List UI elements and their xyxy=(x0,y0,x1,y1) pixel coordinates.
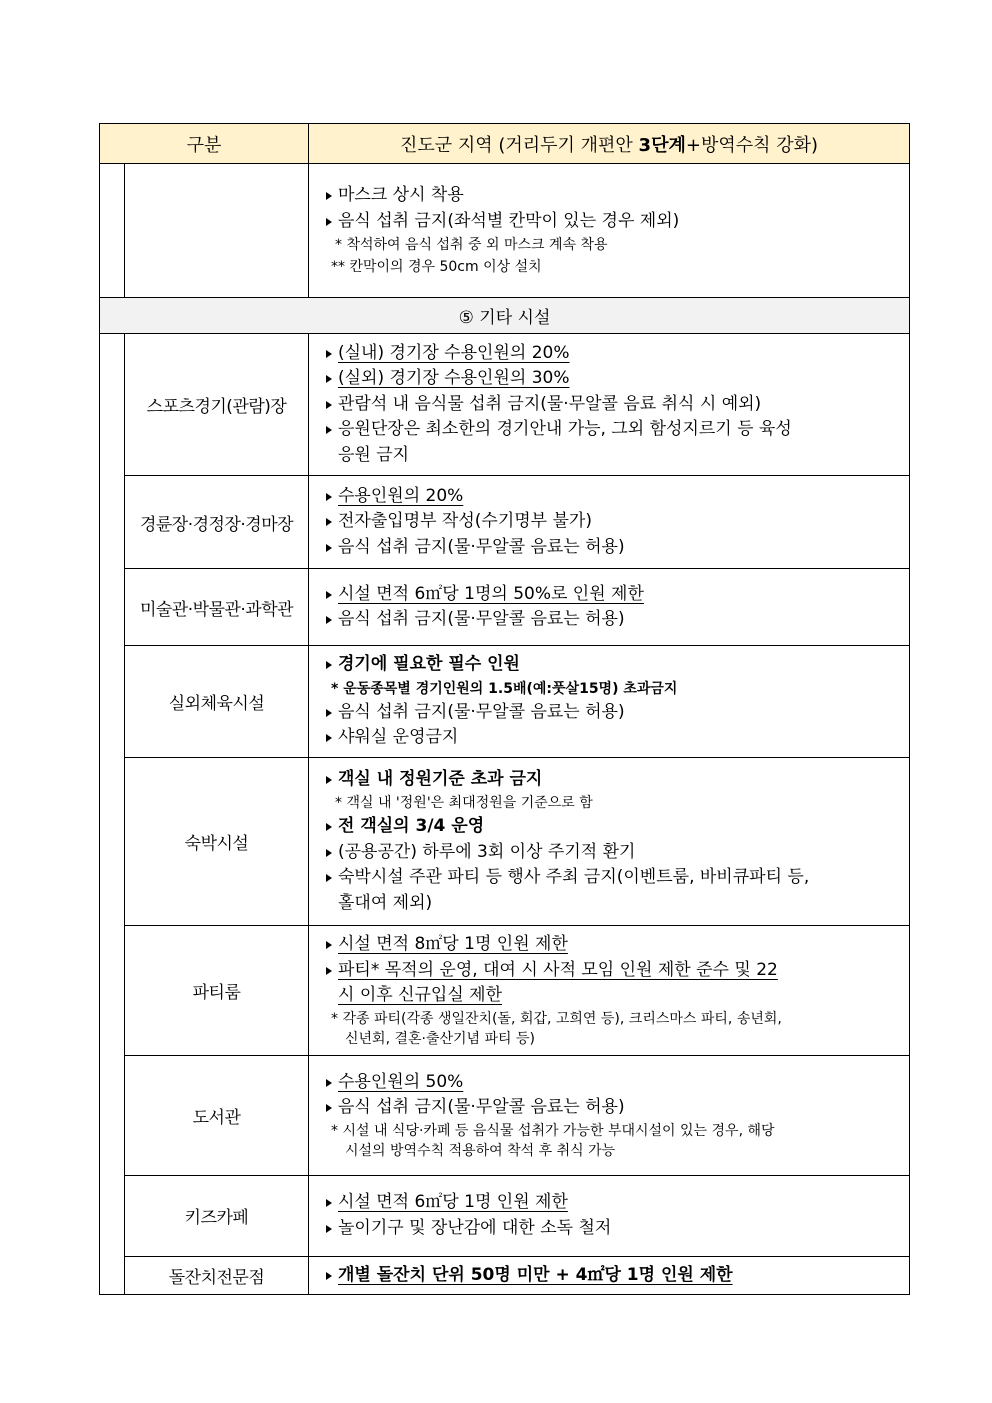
item-text: (실외) 경기장 수용인원의 30% xyxy=(338,368,570,389)
list-item: 숙박시설 주관 파티 등 행사 주최 금지(이벤트룸, 바비큐파티 등, xyxy=(325,865,901,891)
row-label-empty xyxy=(125,164,309,298)
indent-cell xyxy=(100,334,125,1295)
row-label: 스포츠경기(관람)장 xyxy=(125,334,309,476)
list-item xyxy=(325,582,901,608)
list-item xyxy=(325,1190,901,1216)
header-region-level: 3단계 xyxy=(638,134,686,156)
table-row xyxy=(100,476,910,569)
list-item-continuation: 응원 금지 xyxy=(338,444,410,465)
list-item: 음식 섭취 금지(물·무알콜 음료는 허용) xyxy=(325,1095,901,1121)
item-text: 개별 돌잔치 단위 50명 미만 + 4㎡당 1명 인원 제한 xyxy=(338,1264,733,1285)
section-row xyxy=(100,298,910,334)
header-region-prefix: 진도군 지역 (거리두기 개편안 xyxy=(399,134,639,156)
row-content xyxy=(309,334,910,476)
table-row xyxy=(100,569,910,646)
table-row xyxy=(100,1256,910,1295)
table-row xyxy=(100,758,910,926)
item-text: 시설 면적 8㎡당 1명 인원 제한 xyxy=(338,934,568,954)
row-label: 돌잔치전문점 xyxy=(125,1256,309,1295)
row-label: 숙박시설 xyxy=(125,758,309,926)
list-item: 관람석 내 음식물 섭취 금지(물·무알콜 음료 취식 시 예외) xyxy=(325,392,901,418)
table-row xyxy=(100,1055,910,1175)
list-item: 음식 섭취 금지(물·무알콜 음료는 허용) xyxy=(325,535,901,561)
table-row-mask xyxy=(100,164,910,298)
list-item xyxy=(325,1263,901,1289)
header-region xyxy=(309,124,910,164)
row-content xyxy=(309,646,910,758)
note: ** 칸막이의 경우 50cm 이상 설치 xyxy=(331,259,542,275)
row-content xyxy=(309,164,910,298)
list-item: 객실 내 정원기준 초과 금지 xyxy=(325,767,901,793)
row-label: 미술관·박물관·과학관 xyxy=(125,569,309,646)
row-label: 파티룸 xyxy=(125,926,309,1056)
row-content xyxy=(309,926,910,1056)
list-item xyxy=(325,366,901,392)
list-item: 경기에 필요한 필수 인원 xyxy=(325,652,901,678)
row-content xyxy=(309,758,910,926)
list-item: 샤워실 운영금지 xyxy=(325,725,901,751)
row-content xyxy=(309,1055,910,1175)
note: * 객실 내 '정원'은 최대정원을 기준으로 함 xyxy=(335,795,593,812)
item-text: 시 이후 신규입실 제한 xyxy=(338,985,503,1005)
list-item xyxy=(325,1070,901,1096)
row-content xyxy=(309,476,910,569)
row-label: 도서관 xyxy=(125,1055,309,1175)
item-text: 시설 면적 6㎡당 1명 인원 제한 xyxy=(338,1192,568,1212)
item-text: 시설 면적 6㎡당 1명의 50%로 인원 제한 xyxy=(338,583,644,604)
note-continuation: 시설의 방역수칙 적용하여 착석 후 취식 가능 xyxy=(345,1142,616,1159)
facility-rules-table xyxy=(99,123,910,1295)
note-continuation: 신년회, 결혼·출산기념 파티 등) xyxy=(345,1030,536,1047)
list-item xyxy=(325,958,901,984)
list-item: 음식 섭취 금지(좌석별 칸막이 있는 경우 제외) xyxy=(325,209,901,235)
item-text: 파티* 목적의 운영, 대여 시 사적 모임 인원 제한 준수 및 22 xyxy=(338,959,778,980)
note: * 착석하여 음식 섭취 중 외 마스크 계속 착용 xyxy=(335,237,608,253)
row-label: 키즈카페 xyxy=(125,1175,309,1256)
item-text: 수용인원의 50% xyxy=(338,1071,464,1092)
list-item: (공용공간) 하루에 3회 이상 주기적 환기 xyxy=(325,840,901,866)
row-label: 경륜장·경정장·경마장 xyxy=(125,476,309,569)
list-item-continuation: 홀대여 제외) xyxy=(338,892,433,913)
row-content xyxy=(309,1256,910,1295)
list-item: 놀이기구 및 장난감에 대한 소독 철저 xyxy=(325,1216,901,1242)
indent-cell xyxy=(100,164,125,298)
section-title: ⑤ 기타 시설 xyxy=(100,298,910,334)
list-item: 음식 섭취 금지(물·무알콜 음료는 허용) xyxy=(325,607,901,633)
list-item: 전 객실의 3/4 운영 xyxy=(325,814,901,840)
header-region-suffix: +방역수칙 강화) xyxy=(685,134,819,156)
row-content xyxy=(309,1175,910,1256)
note: * 시설 내 식당·카페 등 음식물 섭취가 가능한 부대시설이 있는 경우, 해당 xyxy=(331,1122,775,1139)
list-item: 전자출입명부 작성(수기명부 불가) xyxy=(325,509,901,535)
table-row xyxy=(100,646,910,758)
note: * 운동종목별 경기인원의 1.5배(예:풋살15명) 초과금지 xyxy=(331,680,678,697)
list-item: 응원단장은 최소한의 경기안내 가능, 그외 함성지르기 등 육성 xyxy=(325,417,901,443)
item-text: (실내) 경기장 수용인원의 20% xyxy=(338,342,570,363)
table-row xyxy=(100,926,910,1056)
row-content xyxy=(309,569,910,646)
table-row xyxy=(100,334,910,476)
list-item-continuation xyxy=(325,983,901,1009)
list-item xyxy=(325,932,901,958)
list-item: 마스크 상시 착용 xyxy=(325,183,901,209)
note: * 각종 파티(각종 생일잔치(돌, 회갑, 고희연 등), 크리스마스 파티, 송년회, xyxy=(331,1010,782,1027)
table-header-row xyxy=(100,124,910,164)
list-item: 음식 섭취 금지(물·무알콜 음료는 허용) xyxy=(325,700,901,726)
row-label: 실외체육시설 xyxy=(125,646,309,758)
list-item xyxy=(325,484,901,510)
header-category: 구분 xyxy=(100,124,309,164)
item-text: 수용인원의 20% xyxy=(338,485,464,506)
table-row xyxy=(100,1175,910,1256)
list-item xyxy=(325,341,901,367)
